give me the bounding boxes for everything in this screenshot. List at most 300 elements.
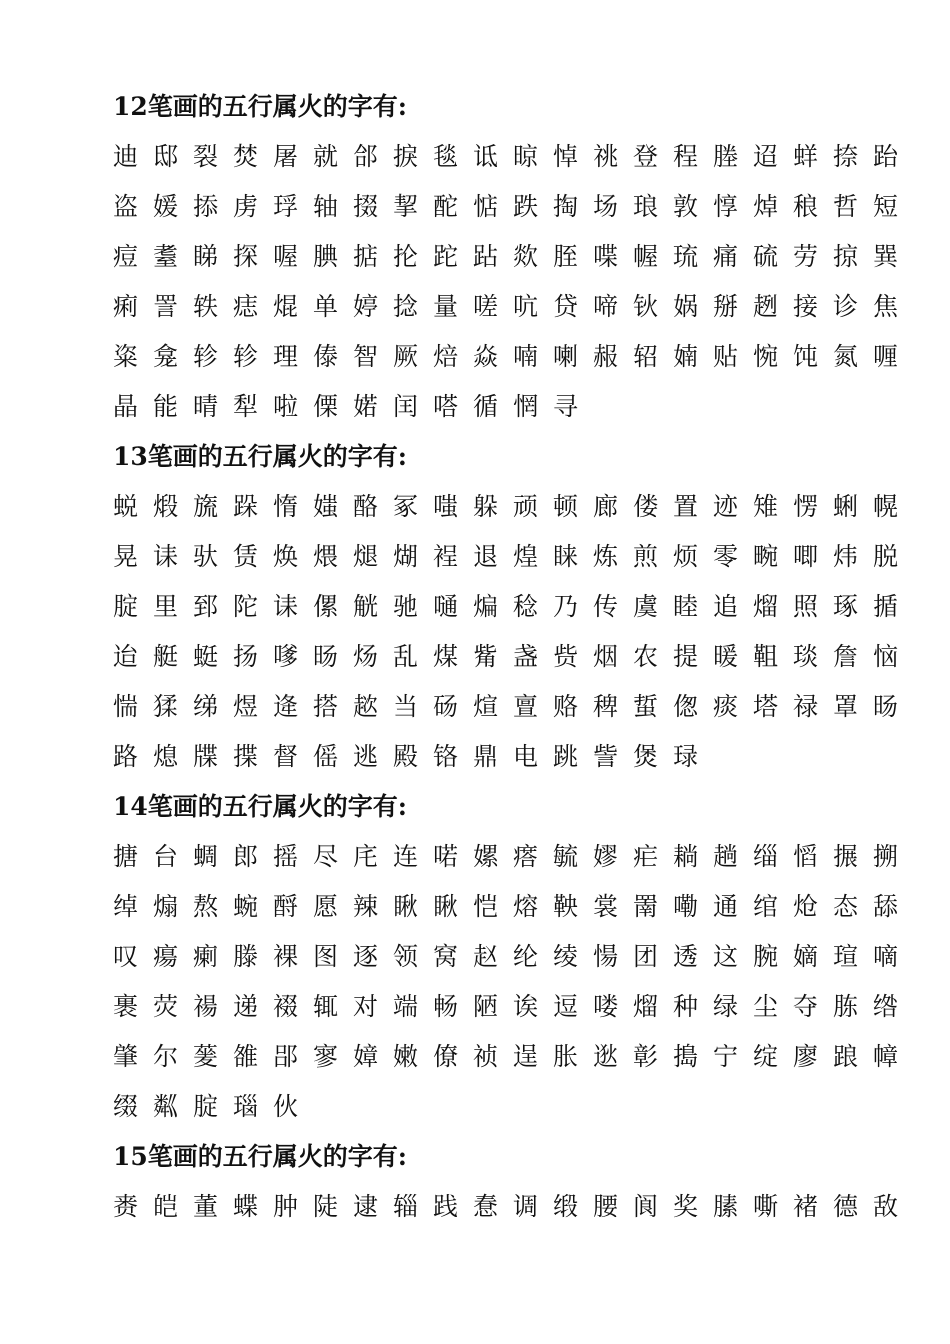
character-item: 腕 bbox=[753, 942, 779, 971]
character-item: 嗟 bbox=[473, 292, 499, 321]
character-item: 晾 bbox=[513, 142, 539, 171]
character-item: 瘍 bbox=[153, 942, 179, 971]
character-item: 赧 bbox=[593, 342, 619, 371]
character-item: 喇 bbox=[553, 342, 579, 371]
character-item: 酹 bbox=[273, 892, 299, 921]
character-item: 敦 bbox=[673, 192, 699, 221]
character-item: 塍 bbox=[713, 142, 739, 171]
character-item: 詹 bbox=[833, 642, 859, 671]
character-item: 煅 bbox=[153, 492, 179, 521]
character-item: 琉 bbox=[673, 242, 699, 271]
character-item: 焱 bbox=[473, 342, 499, 371]
character-item: 督 bbox=[273, 742, 299, 771]
character-item: 膆 bbox=[713, 1192, 739, 1221]
character-item: 腆 bbox=[313, 242, 339, 271]
character-item: 屠 bbox=[273, 142, 299, 171]
character-item: 嫪 bbox=[593, 842, 619, 871]
character-item: 畅 bbox=[433, 992, 459, 1021]
character-item: 肿 bbox=[273, 1192, 299, 1221]
character-item: 端 bbox=[393, 992, 419, 1021]
character-item: 种 bbox=[673, 992, 699, 1021]
character-item: 砀 bbox=[433, 692, 459, 721]
character-item: 伙 bbox=[273, 1092, 299, 1121]
character-item: 趑 bbox=[353, 692, 379, 721]
character-item: 蛘 bbox=[793, 142, 819, 171]
character-item: 辣 bbox=[353, 892, 379, 921]
section-heading: 12笔画的五行属火的字有: bbox=[113, 92, 408, 121]
character-item: 腚 bbox=[113, 592, 139, 621]
character-item: 蜿 bbox=[233, 892, 259, 921]
character-item: 雉 bbox=[753, 492, 779, 521]
character-item: 裳 bbox=[593, 892, 619, 921]
character-item: 殿 bbox=[393, 742, 419, 771]
character-item: 诶 bbox=[513, 992, 539, 1021]
character-item: 惘 bbox=[513, 392, 539, 421]
character-item: 蜕 bbox=[113, 492, 139, 521]
character-item: 煜 bbox=[233, 692, 259, 721]
character-item: 掰 bbox=[713, 292, 739, 321]
character-item: 亶 bbox=[513, 692, 539, 721]
character-item: 跕 bbox=[473, 242, 499, 271]
character-item: 嫘 bbox=[473, 842, 499, 871]
character-item: 迹 bbox=[713, 492, 739, 521]
character-item: 叹 bbox=[113, 942, 139, 971]
character-item: 欻 bbox=[513, 242, 539, 271]
character-item: 绫 bbox=[553, 942, 579, 971]
character-item: 煽 bbox=[153, 892, 179, 921]
character-item: 荧 bbox=[153, 992, 179, 1021]
character-item: 跎 bbox=[433, 242, 459, 271]
character-item: 跌 bbox=[513, 192, 539, 221]
character-item: 嗵 bbox=[433, 592, 459, 621]
character-item: 禓 bbox=[193, 992, 219, 1021]
character-item: 靻 bbox=[753, 642, 779, 671]
character-item: 腰 bbox=[593, 1192, 619, 1221]
character-item: 睇 bbox=[193, 242, 219, 271]
character-item: 焦 bbox=[873, 292, 899, 321]
character-item: 幄 bbox=[633, 242, 659, 271]
character-item: 绾 bbox=[753, 892, 779, 921]
character-item: 熄 bbox=[153, 742, 179, 771]
character-item: 痣 bbox=[233, 292, 259, 321]
character-item: 胀 bbox=[553, 1042, 579, 1071]
character-item: 琰 bbox=[793, 642, 819, 671]
character-item: 通 bbox=[713, 892, 739, 921]
character-item: 脱 bbox=[873, 542, 899, 571]
character-item: 探 bbox=[233, 242, 259, 271]
character-item: 蜩 bbox=[193, 842, 219, 871]
character-item: 晃 bbox=[113, 542, 139, 571]
character-item: 短 bbox=[873, 192, 899, 221]
character-item: 焚 bbox=[233, 142, 259, 171]
character-item: 偬 bbox=[673, 692, 699, 721]
character-item: 煌 bbox=[513, 542, 539, 571]
character-item: 敌 bbox=[873, 1192, 899, 1221]
character-item: 傈 bbox=[313, 392, 339, 421]
character-item: 赉 bbox=[113, 1192, 139, 1221]
character-item: 惰 bbox=[273, 492, 299, 521]
character-item: 就 bbox=[313, 142, 339, 171]
character-item: 幛 bbox=[873, 1042, 899, 1071]
character-item: 郃 bbox=[353, 142, 379, 171]
character-item: 诋 bbox=[473, 142, 499, 171]
character-item: 蝶 bbox=[233, 1192, 259, 1221]
character-item: 搪 bbox=[113, 842, 139, 871]
character-item: 愿 bbox=[313, 892, 339, 921]
character-item: 熬 bbox=[193, 892, 219, 921]
character-item: 嫩 bbox=[393, 1042, 419, 1071]
character-item: 智 bbox=[353, 342, 379, 371]
character-item: 裂 bbox=[193, 142, 219, 171]
character-item: 琈 bbox=[273, 192, 299, 221]
character-item: 驰 bbox=[393, 592, 419, 621]
character-item: 这 bbox=[713, 942, 739, 971]
character-item: 蓌 bbox=[193, 1042, 219, 1071]
character-item: 硫 bbox=[753, 242, 779, 271]
character-item: 惴 bbox=[113, 692, 139, 721]
character-item: 煎 bbox=[633, 542, 659, 571]
character-item: 疟 bbox=[633, 842, 659, 871]
character-item: 琅 bbox=[633, 192, 659, 221]
character-item: 单 bbox=[313, 292, 339, 321]
character-item: 彰 bbox=[633, 1042, 659, 1071]
character-item: 痰 bbox=[713, 692, 739, 721]
character-item: 调 bbox=[513, 1192, 539, 1221]
character-item: 煳 bbox=[393, 542, 419, 571]
character-item: 傣 bbox=[313, 342, 339, 371]
character-item: 炝 bbox=[793, 892, 819, 921]
character-item: 嘀 bbox=[873, 942, 899, 971]
character-item: 裰 bbox=[273, 992, 299, 1021]
character-item: 揲 bbox=[233, 742, 259, 771]
character-item: 裸 bbox=[273, 942, 299, 971]
character-item: 程 bbox=[673, 142, 699, 171]
character-item: 农 bbox=[633, 642, 659, 671]
character-item: 蜇 bbox=[633, 692, 659, 721]
character-item: 畹 bbox=[753, 542, 779, 571]
document-page bbox=[113, 87, 903, 1237]
character-item: 婼 bbox=[353, 392, 379, 421]
character-item: 煺 bbox=[353, 542, 379, 571]
character-item: 迢 bbox=[753, 142, 779, 171]
character-item: 递 bbox=[233, 992, 259, 1021]
character-item: 稗 bbox=[593, 692, 619, 721]
character-item: 婻 bbox=[673, 342, 699, 371]
character-item: 尘 bbox=[753, 992, 779, 1021]
character-item: 践 bbox=[433, 1192, 459, 1221]
character-item: 蜓 bbox=[193, 642, 219, 671]
character-item: 透 bbox=[673, 942, 699, 971]
character-item: 熘 bbox=[753, 592, 779, 621]
character-item: 觜 bbox=[473, 642, 499, 671]
character-list bbox=[113, 1187, 903, 1237]
character-item: 迪 bbox=[113, 142, 139, 171]
character-item: 舔 bbox=[873, 892, 899, 921]
character-item: 哲 bbox=[833, 192, 859, 221]
character-item: 詈 bbox=[153, 292, 179, 321]
character-item: 愣 bbox=[793, 492, 819, 521]
character-item: 窝 bbox=[433, 942, 459, 971]
character-item: 搗 bbox=[673, 1042, 699, 1071]
character-item: 胨 bbox=[833, 992, 859, 1021]
character-item: 捺 bbox=[833, 142, 859, 171]
character-item: 寥 bbox=[313, 1042, 339, 1071]
character-item: 跳 bbox=[553, 742, 579, 771]
character-item: 传 bbox=[593, 592, 619, 621]
character-item: 晶 bbox=[113, 392, 139, 421]
character-item: 㡯 bbox=[353, 842, 379, 871]
character-item: 鞅 bbox=[553, 892, 579, 921]
character-item: 绺 bbox=[873, 992, 899, 1021]
character-item: 嫜 bbox=[353, 1042, 379, 1071]
character-item: 痛 bbox=[713, 242, 739, 271]
character-item: 嗤 bbox=[433, 492, 459, 521]
character-item: 顽 bbox=[513, 492, 539, 521]
character-item: 缁 bbox=[753, 842, 779, 871]
character-item: 琢 bbox=[833, 592, 859, 621]
character-item: 祧 bbox=[593, 142, 619, 171]
character-item: 煸 bbox=[473, 592, 499, 621]
character-item: 纶 bbox=[513, 942, 539, 971]
character-item: 场 bbox=[593, 192, 619, 221]
character-item: 焙 bbox=[433, 342, 459, 371]
character-item: 诊 bbox=[833, 292, 859, 321]
character-item: 烦 bbox=[673, 542, 699, 571]
character-item: 掭 bbox=[193, 192, 219, 221]
character-item: 熘 bbox=[633, 992, 659, 1021]
character-item: 惷 bbox=[473, 1192, 499, 1221]
character-item: 轴 bbox=[313, 192, 339, 221]
character-item: 冢 bbox=[393, 492, 419, 521]
character-item: 躲 bbox=[473, 492, 499, 521]
character-item: 路 bbox=[113, 742, 139, 771]
character-item: 揗 bbox=[873, 592, 899, 621]
character-item: 惋 bbox=[753, 342, 779, 371]
character-item: 盗 bbox=[113, 192, 139, 221]
character-item: 鼎 bbox=[473, 742, 499, 771]
character-item: 熔 bbox=[513, 892, 539, 921]
character-item: 盏 bbox=[513, 642, 539, 671]
character-list bbox=[113, 487, 903, 787]
character-item: 烟 bbox=[593, 642, 619, 671]
character-item: 罱 bbox=[633, 892, 659, 921]
character-item: 诔 bbox=[153, 542, 179, 571]
character-item: 暖 bbox=[713, 642, 739, 671]
character-item: 尔 bbox=[153, 1042, 179, 1071]
character-item: 陡 bbox=[313, 1192, 339, 1221]
character-item: 肇 bbox=[113, 1042, 139, 1071]
character-item: 电 bbox=[513, 742, 539, 771]
character-item: 掂 bbox=[353, 242, 379, 271]
character-item: 胵 bbox=[553, 242, 579, 271]
character-item: 媛 bbox=[153, 192, 179, 221]
character-item: 驮 bbox=[193, 542, 219, 571]
character-item: 喱 bbox=[873, 342, 899, 371]
character-item: 喔 bbox=[273, 242, 299, 271]
character-item: 连 bbox=[393, 842, 419, 871]
character-item: 傜 bbox=[313, 742, 339, 771]
character-item: 耥 bbox=[673, 842, 699, 871]
character-item: 退 bbox=[473, 542, 499, 571]
character-item: 悼 bbox=[553, 142, 579, 171]
character-item: 德 bbox=[833, 1192, 859, 1221]
character-item: 酪 bbox=[353, 492, 379, 521]
character-item: 饨 bbox=[793, 342, 819, 371]
character-item: 煨 bbox=[313, 542, 339, 571]
character-item: 稔 bbox=[513, 592, 539, 621]
character-item: 牒 bbox=[193, 742, 219, 771]
character-item: 迨 bbox=[113, 642, 139, 671]
character-item: 铬 bbox=[433, 742, 459, 771]
character-item: 瑄 bbox=[833, 942, 859, 971]
character-item: 廊 bbox=[593, 492, 619, 521]
character-item: 厥 bbox=[393, 342, 419, 371]
character-item: 嗲 bbox=[273, 642, 299, 671]
section-heading: 13笔画的五行属火的字有: bbox=[113, 442, 408, 471]
character-item: 炀 bbox=[353, 642, 379, 671]
character-item: 祯 bbox=[473, 1042, 499, 1071]
character-item: 幌 bbox=[873, 492, 899, 521]
character-item: 喃 bbox=[513, 342, 539, 371]
character-item: 宁 bbox=[713, 1042, 739, 1071]
character-item: 抡 bbox=[393, 242, 419, 271]
character-item: 逗 bbox=[553, 992, 579, 1021]
character-item: 粢 bbox=[113, 342, 139, 371]
character-item: 禄 bbox=[793, 692, 819, 721]
character-item: 奖 bbox=[673, 1192, 699, 1221]
character-item: 媸 bbox=[313, 492, 339, 521]
character-item: 追 bbox=[713, 592, 739, 621]
character-item: 缎 bbox=[553, 1192, 579, 1221]
character-item: 皑 bbox=[153, 1192, 179, 1221]
character-item: 邸 bbox=[153, 142, 179, 171]
character-item: 旸 bbox=[873, 692, 899, 721]
character-item: 婷 bbox=[353, 292, 379, 321]
character-item: 嫡 bbox=[793, 942, 819, 971]
character-item: 搠 bbox=[873, 842, 899, 871]
character-item: 当 bbox=[393, 692, 419, 721]
character-item: 逮 bbox=[353, 1192, 379, 1221]
character-item: 僚 bbox=[433, 1042, 459, 1071]
character-item: 琭 bbox=[673, 742, 699, 771]
character-item: 觥 bbox=[353, 592, 379, 621]
character-item: 逃 bbox=[353, 742, 379, 771]
character-item: 掠 bbox=[833, 242, 859, 271]
character-item: 粼 bbox=[153, 1092, 179, 1121]
character-item: 猱 bbox=[153, 692, 179, 721]
character-item: 量 bbox=[433, 292, 459, 321]
character-item: 旒 bbox=[193, 492, 219, 521]
character-item: 领 bbox=[393, 942, 419, 971]
character-item: 罩 bbox=[833, 692, 859, 721]
character-item: 慆 bbox=[793, 842, 819, 871]
character-item: 乱 bbox=[393, 642, 419, 671]
character-item: 捩 bbox=[393, 142, 419, 171]
character-item: 褚 bbox=[793, 1192, 819, 1221]
character-item: 阆 bbox=[633, 1192, 659, 1221]
character-item: 嘶 bbox=[753, 1192, 779, 1221]
character-item: 喽 bbox=[593, 992, 619, 1021]
character-item: 傫 bbox=[313, 592, 339, 621]
character-item: 陋 bbox=[473, 992, 499, 1021]
character-item: 趔 bbox=[753, 292, 779, 321]
character-item: 炼 bbox=[593, 542, 619, 571]
character-item: 赁 bbox=[233, 542, 259, 571]
character-item: 偻 bbox=[633, 492, 659, 521]
character-item: 郘 bbox=[273, 1042, 299, 1071]
character-item: 贷 bbox=[553, 292, 579, 321]
character-item: 塔 bbox=[753, 692, 779, 721]
character-item: 夺 bbox=[793, 992, 819, 1021]
character-item: 瞅 bbox=[393, 892, 419, 921]
character-item: 轶 bbox=[193, 292, 219, 321]
character-item: 辎 bbox=[393, 1192, 419, 1221]
character-item: 蜊 bbox=[833, 492, 859, 521]
character-list bbox=[113, 137, 903, 437]
character-item: 吭 bbox=[513, 292, 539, 321]
character-item: 搌 bbox=[833, 842, 859, 871]
character-item: 顿 bbox=[553, 492, 579, 521]
character-item: 尽 bbox=[313, 842, 339, 871]
character-item: 踉 bbox=[833, 1042, 859, 1071]
character-item: 循 bbox=[473, 392, 499, 421]
character-item: 劳 bbox=[793, 242, 819, 271]
section-heading: 15笔画的五行属火的字有: bbox=[113, 1142, 408, 1171]
character-item: 掏 bbox=[553, 192, 579, 221]
character-item: 跺 bbox=[233, 492, 259, 521]
character-item: 啼 bbox=[593, 292, 619, 321]
character-item: 赀 bbox=[553, 642, 579, 671]
character-item: 嘞 bbox=[673, 892, 699, 921]
character-item: 扬 bbox=[233, 642, 259, 671]
character-item: 嗒 bbox=[433, 392, 459, 421]
character-item: 趟 bbox=[713, 842, 739, 871]
character-item: 理 bbox=[273, 342, 299, 371]
character-item: 瘌 bbox=[193, 942, 219, 971]
character-item: 团 bbox=[633, 942, 659, 971]
character-item: 对 bbox=[353, 992, 379, 1021]
character-item: 搭 bbox=[313, 692, 339, 721]
character-item: 酡 bbox=[433, 192, 459, 221]
character-item: 缀 bbox=[113, 1092, 139, 1121]
character-item: 雒 bbox=[233, 1042, 259, 1071]
character-item: 绰 bbox=[113, 892, 139, 921]
character-item: 提 bbox=[673, 642, 699, 671]
character-item: 虞 bbox=[633, 592, 659, 621]
character-item: 睐 bbox=[553, 542, 579, 571]
character-item: 煲 bbox=[633, 742, 659, 771]
character-item: 瑙 bbox=[233, 1092, 259, 1121]
character-item: 郎 bbox=[233, 842, 259, 871]
character-item: 喋 bbox=[593, 242, 619, 271]
character-item: 捻 bbox=[393, 292, 419, 321]
character-item: 犁 bbox=[233, 392, 259, 421]
character-item: 焯 bbox=[753, 192, 779, 221]
character-item: 氮 bbox=[833, 342, 859, 371]
character-item: 恺 bbox=[473, 892, 499, 921]
character-item: 焜 bbox=[273, 292, 299, 321]
character-item: 登 bbox=[633, 142, 659, 171]
character-item: 钬 bbox=[633, 292, 659, 321]
character-item: 寻 bbox=[553, 392, 579, 421]
character-item: 稂 bbox=[793, 192, 819, 221]
character-item: 赂 bbox=[553, 692, 579, 721]
character-item: 接 bbox=[793, 292, 819, 321]
character-item: 逞 bbox=[513, 1042, 539, 1071]
character-item: 董 bbox=[193, 1192, 219, 1221]
character-item: 态 bbox=[833, 892, 859, 921]
character-item: 乃 bbox=[553, 592, 579, 621]
